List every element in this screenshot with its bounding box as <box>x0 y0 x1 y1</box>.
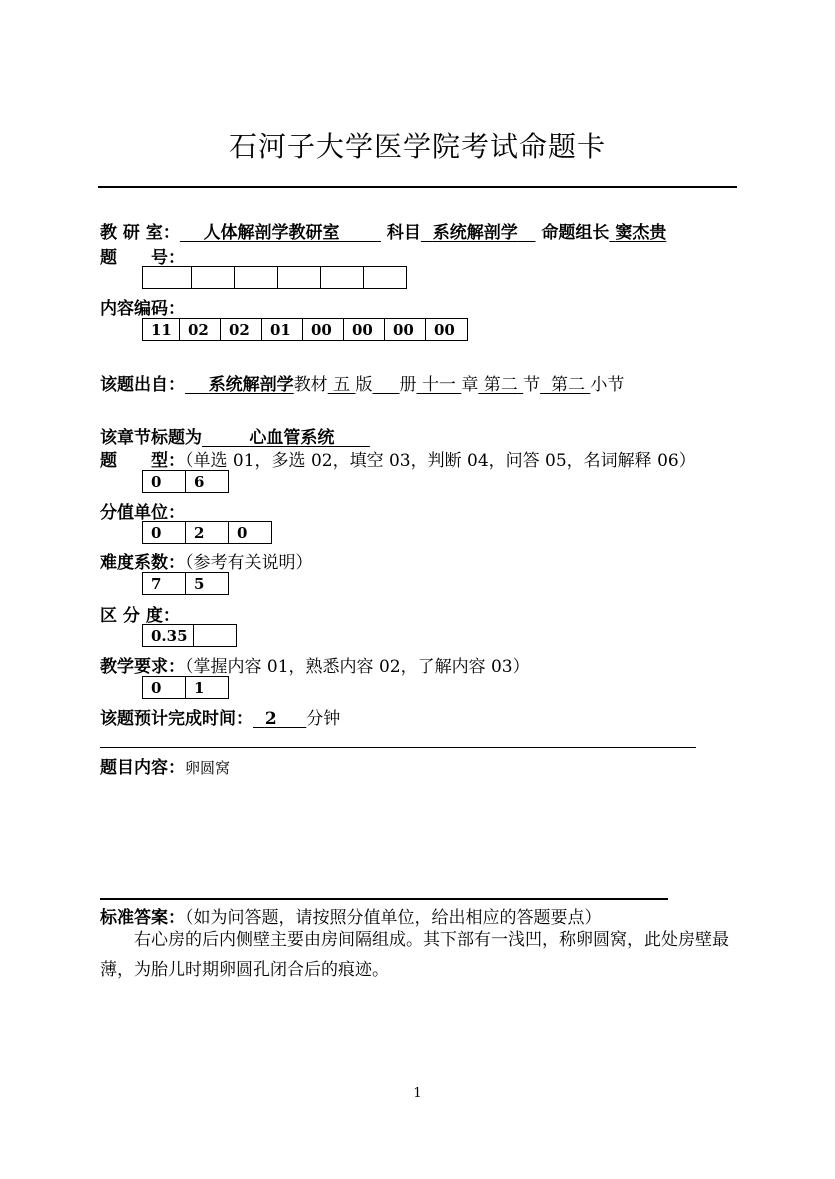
leader-label: 命题组长 <box>541 223 610 243</box>
code-cell: 00 <box>303 319 344 341</box>
leader-value: 窦杰贵 <box>615 223 667 243</box>
volume-blank <box>373 375 400 395</box>
score-cell: 0 <box>229 522 272 544</box>
discrimination-cell <box>194 625 237 647</box>
code-cell: 11 <box>143 319 180 341</box>
answer-note: （如为问答题，请按照分值单位，给出相应的答题要点） <box>185 908 602 928</box>
discrimination-label: 区 分 度： <box>100 606 180 626</box>
page-title: 石河子大学医学院考试命题卡 <box>228 130 606 163</box>
section-value: 第二 <box>483 375 518 395</box>
question-content-label: 题目内容： <box>100 758 185 778</box>
question-no-cell <box>143 267 192 289</box>
title-divider <box>98 186 737 188</box>
difficulty-cells <box>142 572 229 595</box>
page-number: 1 <box>413 1086 422 1101</box>
difficulty-line <box>100 548 313 573</box>
answer-divider <box>100 898 668 900</box>
question-content-value: 卵圆窝 <box>185 759 231 777</box>
answer-text: 右心房的后内侧壁主要由房间隔组成。其下部有一浅凹，称卵圆窝，此处房壁最薄，为胎儿时期卵圆孔闭合后的痕迹。 <box>100 930 729 980</box>
code-cell: 02 <box>221 319 262 341</box>
subsection-label: 小节 <box>590 375 625 395</box>
code-cell: 00 <box>344 319 385 341</box>
score-unit-label: 分值单位： <box>100 503 185 523</box>
header-line <box>100 218 666 243</box>
discrimination-cell: 0.35 <box>143 625 194 647</box>
time-label: 该题预计完成时间： <box>100 709 253 729</box>
subject-value: 系统解剖学 <box>432 223 518 243</box>
score-unit-cells <box>142 521 272 544</box>
difficulty-cell: 5 <box>186 573 229 595</box>
question-type-note: （单选 01，多选 02，填空 03，判断 04，问答 05，名词解释 06） <box>185 451 696 471</box>
question-no-cell <box>278 267 321 289</box>
score-cell: 2 <box>186 522 229 544</box>
edition-label: 版 <box>355 375 373 395</box>
score-cell: 0 <box>143 522 186 544</box>
textbook-label: 教材 <box>293 375 328 395</box>
time-line <box>100 704 340 729</box>
time-value: 2 <box>264 709 277 729</box>
subsection-value: 第二 <box>550 375 585 395</box>
difficulty-cell: 7 <box>143 573 186 595</box>
question-content-line <box>100 753 230 778</box>
dept-value: 人体解剖学教研室 <box>203 223 340 243</box>
teaching-cell: 1 <box>186 677 229 699</box>
time-unit: 分钟 <box>306 709 341 729</box>
question-type-label: 题 型： <box>100 451 185 471</box>
teaching-req-cells <box>142 676 229 699</box>
type-cell: 6 <box>186 471 229 493</box>
content-divider <box>100 747 696 748</box>
question-no-cell <box>235 267 278 289</box>
volume-label: 册 <box>399 375 417 395</box>
answer-label: 标准答案： <box>100 908 185 928</box>
chapter-label: 章 <box>461 375 479 395</box>
question-type-line <box>100 446 696 471</box>
question-no-cell <box>364 267 407 289</box>
dept-label: 教 研 室： <box>100 223 180 243</box>
chapter-title-line <box>100 423 370 448</box>
type-cell: 0 <box>143 471 186 493</box>
difficulty-label: 难度系数： <box>100 553 185 573</box>
chapter-title-label: 该章节标题为 <box>100 428 202 448</box>
code-cell: 02 <box>180 319 221 341</box>
teaching-req-line <box>100 652 530 677</box>
discrimination-cells <box>142 624 237 647</box>
section-label: 节 <box>523 375 541 395</box>
content-code-label: 内容编码： <box>100 299 185 319</box>
chapter-title-value: 心血管系统 <box>249 428 335 448</box>
question-no-cell <box>192 267 235 289</box>
content-code-cells <box>142 318 468 341</box>
code-cell: 00 <box>385 319 426 341</box>
chapter-value: 十一 <box>421 375 456 395</box>
question-type-cells <box>142 470 229 493</box>
edition-value: 五 <box>333 375 351 395</box>
source-line <box>100 370 624 395</box>
teaching-req-label: 教学要求： <box>100 657 185 677</box>
question-no-cells <box>142 266 407 289</box>
source-label: 该题出自： <box>100 375 185 395</box>
question-no-label: 题 号： <box>100 248 185 268</box>
subject-label: 科目 <box>386 223 421 243</box>
code-cell: 01 <box>262 319 303 341</box>
teaching-cell: 0 <box>143 677 186 699</box>
question-no-cell <box>321 267 364 289</box>
teaching-req-note: （掌握内容 01，熟悉内容 02，了解内容 03） <box>185 657 530 677</box>
code-cell: 00 <box>426 319 468 341</box>
difficulty-note: （参考有关说明） <box>185 553 313 573</box>
source-book: 系统解剖学 <box>208 375 294 395</box>
